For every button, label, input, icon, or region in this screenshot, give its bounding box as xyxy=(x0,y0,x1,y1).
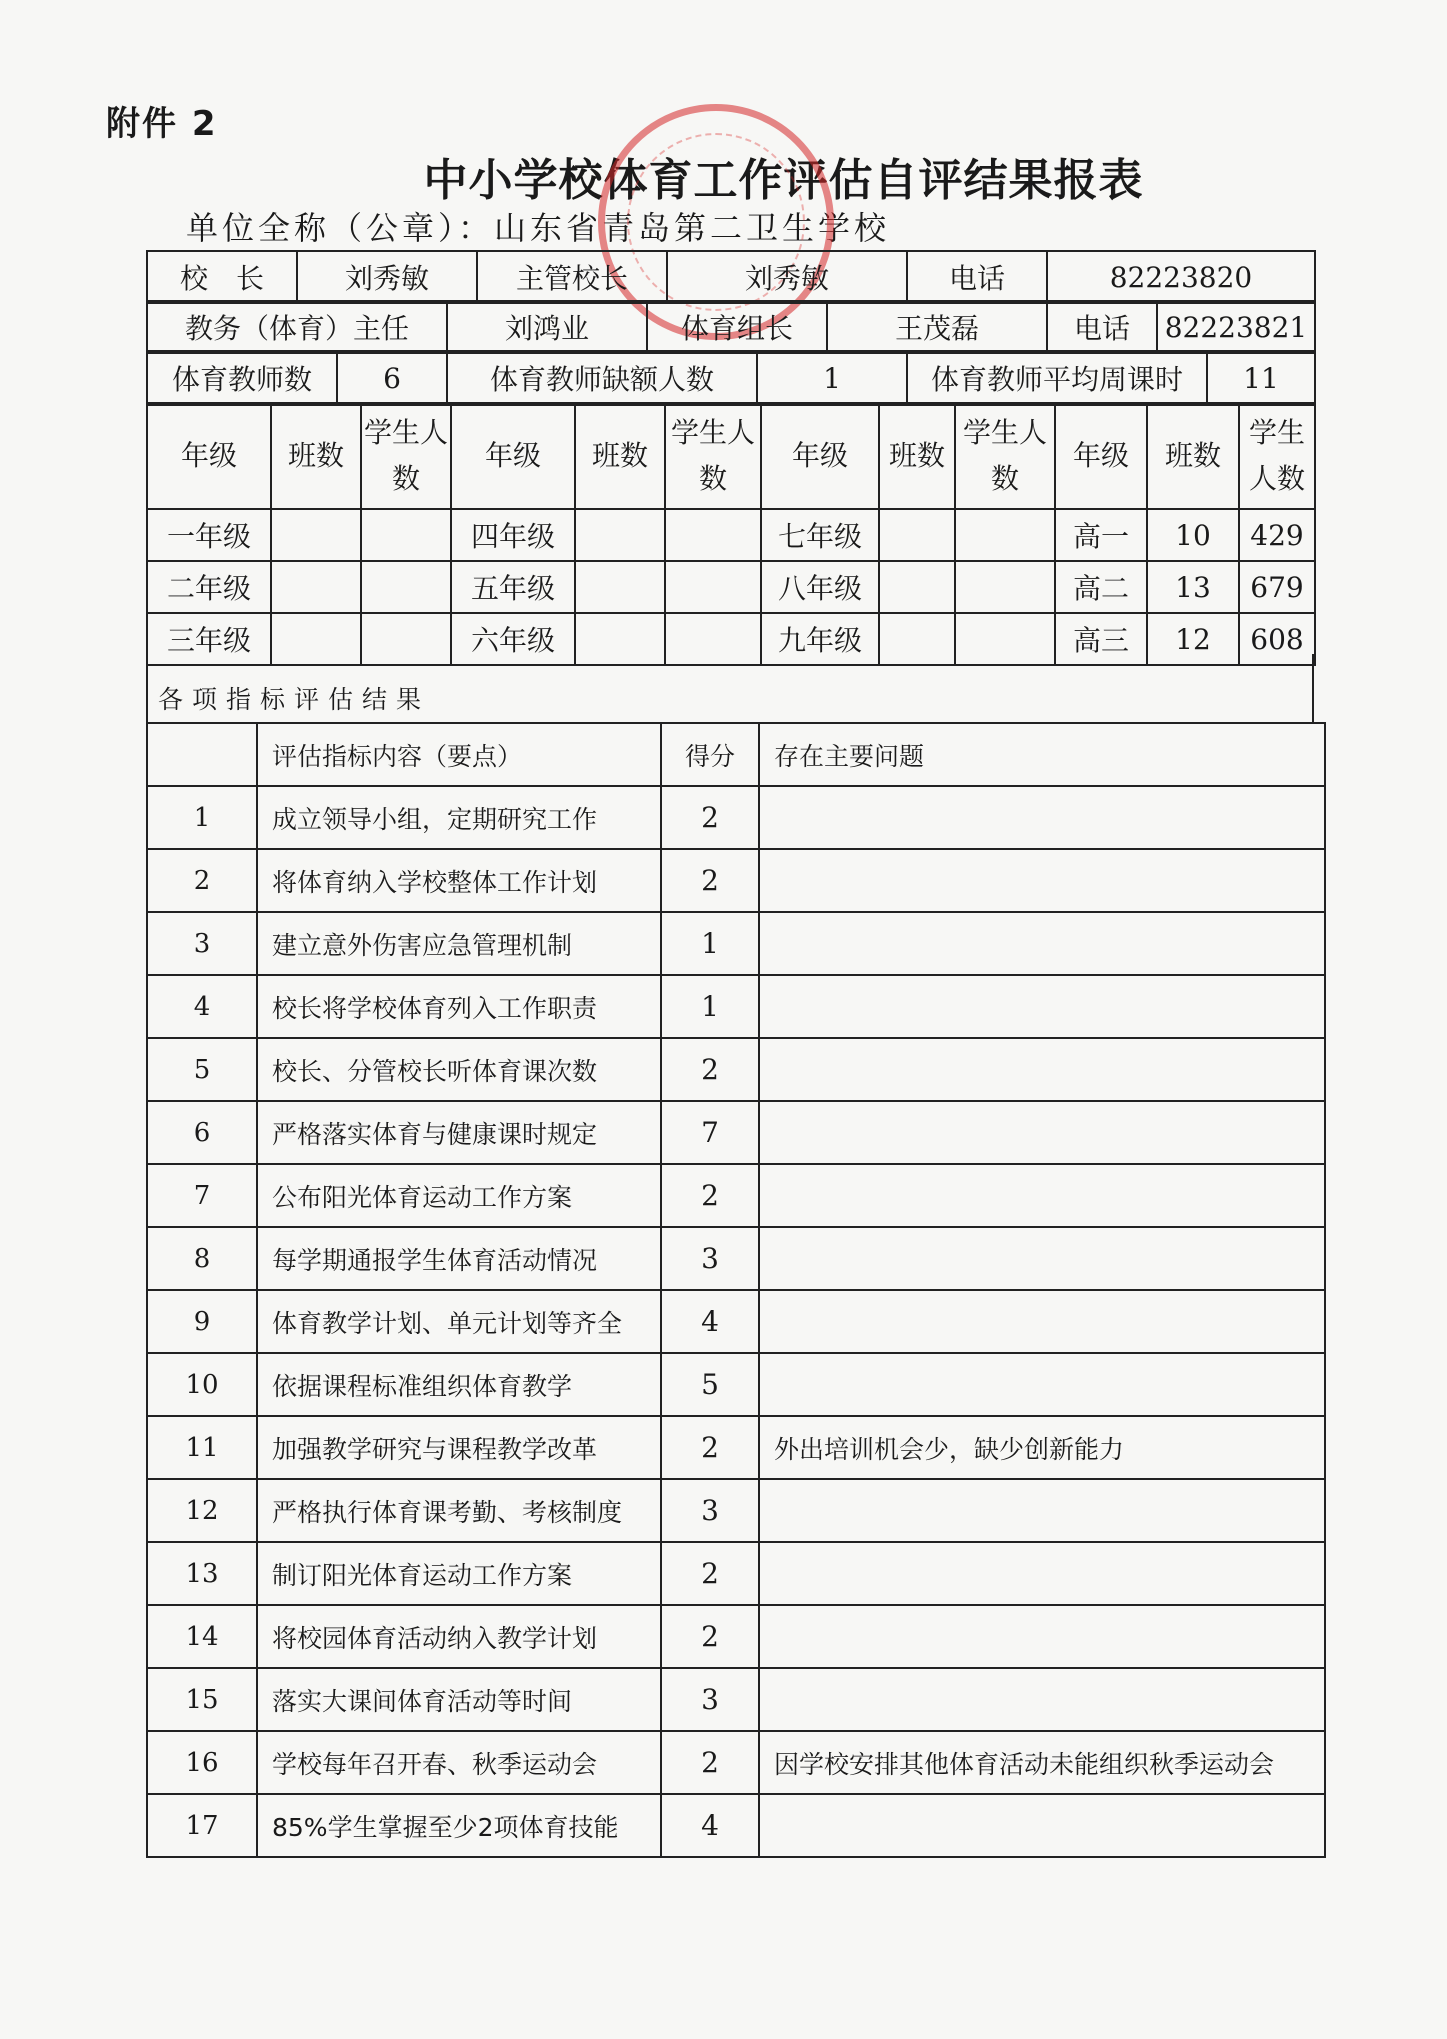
evaluation-row xyxy=(147,912,1325,975)
classes-header: 班数 xyxy=(575,403,665,509)
classes-header: 班数 xyxy=(879,403,955,509)
item-content: 制订阳光体育运动工作方案 xyxy=(257,1542,661,1605)
director-label: 教务（体育）主任 xyxy=(147,301,447,353)
item-score: 4 xyxy=(661,1794,759,1857)
item-number: 12 xyxy=(147,1479,257,1542)
grade-header: 年级 xyxy=(147,403,271,509)
attachment-label: 附件 2 xyxy=(106,104,218,144)
item-score: 3 xyxy=(661,1479,759,1542)
item-problem xyxy=(759,1227,1325,1290)
evaluation-row xyxy=(147,1101,1325,1164)
item-content: 落实大课间体育活动等时间 xyxy=(257,1668,661,1731)
item-content: 加强教学研究与课程教学改革 xyxy=(257,1416,661,1479)
item-problem xyxy=(759,849,1325,912)
students-header: 学生人数 xyxy=(1239,403,1315,509)
item-number: 10 xyxy=(147,1353,257,1416)
grades-table xyxy=(146,402,1316,666)
grade-name: 四年级 xyxy=(451,509,575,561)
item-content: 将体育纳入学校整体工作计划 xyxy=(257,849,661,912)
evaluation-row xyxy=(147,1164,1325,1227)
student-count: 608 xyxy=(1239,613,1315,665)
item-number: 13 xyxy=(147,1542,257,1605)
item-score: 2 xyxy=(661,1164,759,1227)
grade-name: 六年级 xyxy=(451,613,575,665)
item-number: 6 xyxy=(147,1101,257,1164)
evaluation-header-row xyxy=(147,723,1325,786)
item-score: 4 xyxy=(661,1290,759,1353)
item-content: 校长、分管校长听体育课次数 xyxy=(257,1038,661,1101)
item-score: 1 xyxy=(661,912,759,975)
phone-label-2: 电话 xyxy=(1047,301,1157,353)
evaluation-row xyxy=(147,1542,1325,1605)
grade-name: 二年级 xyxy=(147,561,271,613)
item-content: 85%学生掌握至少2项体育技能 xyxy=(257,1794,661,1857)
evaluation-row xyxy=(147,1416,1325,1479)
item-score: 3 xyxy=(661,1668,759,1731)
item-number: 14 xyxy=(147,1605,257,1668)
item-content: 建立意外伤害应急管理机制 xyxy=(257,912,661,975)
problem-header: 存在主要问题 xyxy=(759,723,1325,786)
content-header: 评估指标内容（要点） xyxy=(257,723,661,786)
item-problem xyxy=(759,1542,1325,1605)
item-score: 2 xyxy=(661,1731,759,1794)
classes-header: 班数 xyxy=(271,403,361,509)
item-problem xyxy=(759,1479,1325,1542)
grade-header: 年级 xyxy=(1055,403,1147,509)
item-problem xyxy=(759,1605,1325,1668)
item-number: 15 xyxy=(147,1668,257,1731)
item-number: 5 xyxy=(147,1038,257,1101)
grade-name: 三年级 xyxy=(147,613,271,665)
evaluation-table xyxy=(146,722,1326,1858)
item-score: 7 xyxy=(661,1101,759,1164)
grade-name: 高三 xyxy=(1055,613,1147,665)
students-header: 学生人数 xyxy=(955,403,1055,509)
evaluation-row xyxy=(147,1353,1325,1416)
item-score: 2 xyxy=(661,849,759,912)
item-problem xyxy=(759,1164,1325,1227)
evaluation-row xyxy=(147,1290,1325,1353)
teachers-count: 6 xyxy=(337,351,447,405)
item-problem xyxy=(759,912,1325,975)
item-score: 2 xyxy=(661,1605,759,1668)
item-problem: 因学校安排其他体育活动未能组织秋季运动会 xyxy=(759,1731,1325,1794)
evaluation-row xyxy=(147,1605,1325,1668)
item-content: 学校每年召开春、秋季运动会 xyxy=(257,1731,661,1794)
item-problem xyxy=(759,1290,1325,1353)
info-row-principal xyxy=(146,250,1316,304)
grade-row xyxy=(147,561,1315,613)
item-number: 17 xyxy=(147,1794,257,1857)
item-score: 2 xyxy=(661,1542,759,1605)
grade-name: 高一 xyxy=(1055,509,1147,561)
item-content: 公布阳光体育运动工作方案 xyxy=(257,1164,661,1227)
evaluation-row xyxy=(147,1794,1325,1857)
section-title: 各项指标评估结果 xyxy=(146,654,1314,722)
group-leader-label: 体育组长 xyxy=(647,301,827,353)
phone-2: 82223821 xyxy=(1157,301,1315,353)
principal-name: 刘秀敏 xyxy=(297,251,477,303)
class-count: 10 xyxy=(1147,509,1239,561)
info-row-teachers xyxy=(146,350,1316,406)
class-count: 12 xyxy=(1147,613,1239,665)
item-score: 5 xyxy=(661,1353,759,1416)
grade-header: 年级 xyxy=(451,403,575,509)
student-count: 679 xyxy=(1239,561,1315,613)
principal-label: 校 长 xyxy=(147,251,297,303)
evaluation-row xyxy=(147,849,1325,912)
vice-principal-name: 刘秀敏 xyxy=(667,251,907,303)
item-number: 1 xyxy=(147,786,257,849)
director-name: 刘鸿业 xyxy=(447,301,647,353)
item-number: 2 xyxy=(147,849,257,912)
class-count: 13 xyxy=(1147,561,1239,613)
item-score: 2 xyxy=(661,1416,759,1479)
item-number: 4 xyxy=(147,975,257,1038)
item-problem xyxy=(759,1794,1325,1857)
item-problem xyxy=(759,1353,1325,1416)
grade-header: 年级 xyxy=(761,403,879,509)
item-content: 成立领导小组，定期研究工作 xyxy=(257,786,661,849)
evaluation-row xyxy=(147,1731,1325,1794)
classes-header: 班数 xyxy=(1147,403,1239,509)
grade-name: 高二 xyxy=(1055,561,1147,613)
item-number: 11 xyxy=(147,1416,257,1479)
item-content: 校长将学校体育列入工作职责 xyxy=(257,975,661,1038)
item-number: 9 xyxy=(147,1290,257,1353)
item-score: 1 xyxy=(661,975,759,1038)
weekly-hours: 11 xyxy=(1207,351,1315,405)
group-leader-name: 王茂磊 xyxy=(827,301,1047,353)
item-problem xyxy=(759,1038,1325,1101)
item-content: 体育教学计划、单元计划等齐全 xyxy=(257,1290,661,1353)
item-number: 3 xyxy=(147,912,257,975)
shortage-count: 1 xyxy=(757,351,907,405)
item-problem: 外出培训机会少，缺少创新能力 xyxy=(759,1416,1325,1479)
weekly-hours-label: 体育教师平均周课时 xyxy=(907,351,1207,405)
grade-name: 七年级 xyxy=(761,509,879,561)
grade-name: 一年级 xyxy=(147,509,271,561)
item-score: 3 xyxy=(661,1227,759,1290)
evaluation-row xyxy=(147,1479,1325,1542)
item-score: 2 xyxy=(661,786,759,849)
grade-name: 八年级 xyxy=(761,561,879,613)
item-number: 7 xyxy=(147,1164,257,1227)
evaluation-row xyxy=(147,975,1325,1038)
item-problem xyxy=(759,1101,1325,1164)
teachers-label: 体育教师数 xyxy=(147,351,337,405)
evaluation-row xyxy=(147,786,1325,849)
item-content: 将校园体育活动纳入教学计划 xyxy=(257,1605,661,1668)
grade-row xyxy=(147,509,1315,561)
number-header xyxy=(147,723,257,786)
item-number: 16 xyxy=(147,1731,257,1794)
students-header: 学生人数 xyxy=(361,403,451,509)
grade-name: 五年级 xyxy=(451,561,575,613)
vice-principal-label: 主管校长 xyxy=(477,251,667,303)
phone-label: 电话 xyxy=(907,251,1047,303)
item-number: 8 xyxy=(147,1227,257,1290)
info-row-director xyxy=(146,300,1316,354)
item-content: 依据课程标准组织体育教学 xyxy=(257,1353,661,1416)
evaluation-row xyxy=(147,1038,1325,1101)
item-content: 严格执行体育课考勤、考核制度 xyxy=(257,1479,661,1542)
grade-name: 九年级 xyxy=(761,613,879,665)
item-content: 每学期通报学生体育活动情况 xyxy=(257,1227,661,1290)
evaluation-row xyxy=(147,1668,1325,1731)
item-score: 2 xyxy=(661,1038,759,1101)
item-content: 严格落实体育与健康课时规定 xyxy=(257,1101,661,1164)
evaluation-row xyxy=(147,1227,1325,1290)
item-problem xyxy=(759,975,1325,1038)
shortage-label: 体育教师缺额人数 xyxy=(447,351,757,405)
unit-name: 单位全称（公章）：山东省青岛第二卫生学校 xyxy=(186,209,891,247)
item-problem xyxy=(759,786,1325,849)
page-title: 中小学校体育工作评估自评结果报表 xyxy=(423,155,1144,206)
students-header: 学生人数 xyxy=(665,403,761,509)
score-header: 得分 xyxy=(661,723,759,786)
student-count: 429 xyxy=(1239,509,1315,561)
item-problem xyxy=(759,1668,1325,1731)
phone-1: 82223820 xyxy=(1047,251,1315,303)
